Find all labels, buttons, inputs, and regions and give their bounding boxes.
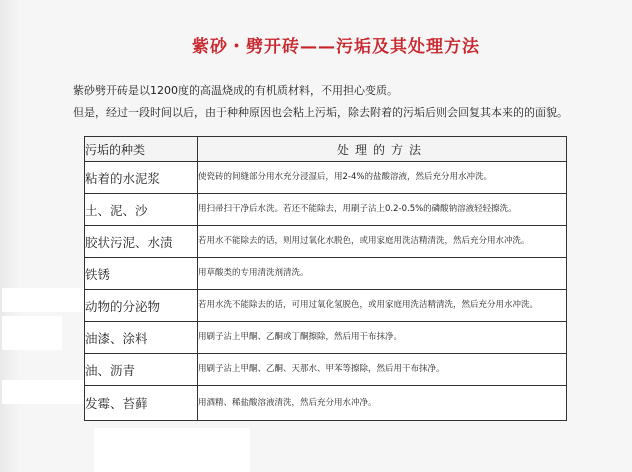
background-block [2,316,62,350]
table-row [85,386,567,421]
stain-type-cell: 胶状污泥、水渍 [85,226,198,258]
stain-type-cell: 粘着的水泥浆 [85,162,198,194]
header-stain-type: 污垢的种类 [85,137,198,162]
table-header-row [85,137,567,162]
table-row [85,226,567,258]
table-row [85,354,567,386]
treatment-method-cell: 用酒精、稀盐酸溶液清洗，然后充分用水冲净。 [198,386,567,421]
treatment-method-cell: 使瓷砖的间缝部分用水充分浸湿后，用2-4%的盐酸溶液，然后充分用水冲洗。 [198,162,567,194]
background-block [94,428,250,472]
treatment-method-cell: 若用水洗不能除去的话，可用过氧化氢脱色，或用家庭用洗洁精清洗，然后充分用水冲洗。 [198,290,567,322]
intro-paragraph-1: 紫砂劈开砖是以1200度的高温烧成的有机质材料，不用担心变质。 [73,84,398,97]
treatment-method-cell: 若用水不能除去的话，则用过氧化水脱色，或用家庭用洗洁精清洗，然后充分用水冲洗。 [198,226,567,258]
treatment-method-cell: 用刷子沾上甲酮、乙酮、天那水、甲苯等擦除，然后用干布抹净。 [198,354,567,386]
stain-type-cell: 油、沥青 [85,354,198,386]
table-row [85,194,567,226]
stain-type-cell: 铁锈 [85,258,198,290]
intro-paragraph-2: 但是，经过一段时间以后，由于种种原因也会粘上污垢，除去附着的污垢后则会回复其本来的的面貌。 [73,106,568,119]
stain-type-cell: 油漆、涂料 [85,322,198,354]
stain-type-cell: 动物的分泌物 [85,290,198,322]
header-treatment-method: 处理的方法 [198,137,567,162]
page-title: 紫砂・劈开砖——污垢及其处理方法 [192,37,480,57]
treatment-method-cell: 用刷子沾上甲酮、乙酮或丁酮擦除，然后用干布抹净。 [198,322,567,354]
table-row [85,322,567,354]
treatment-method-cell: 用扫帚扫干净后水洗。若还不能除去，用刷子沾上0.2-0.5%的磷酸钠溶液轻轻擦洗。 [198,194,567,226]
treatment-method-cell: 用草酸类的专用清洗剂清洗。 [198,258,567,290]
stain-type-cell: 发霉、苔藓 [85,386,198,421]
table-row [85,290,567,322]
stain-type-cell: 土、泥、沙 [85,194,198,226]
table-row [85,162,567,194]
stain-treatment-table [84,136,567,421]
table-row [85,258,567,290]
